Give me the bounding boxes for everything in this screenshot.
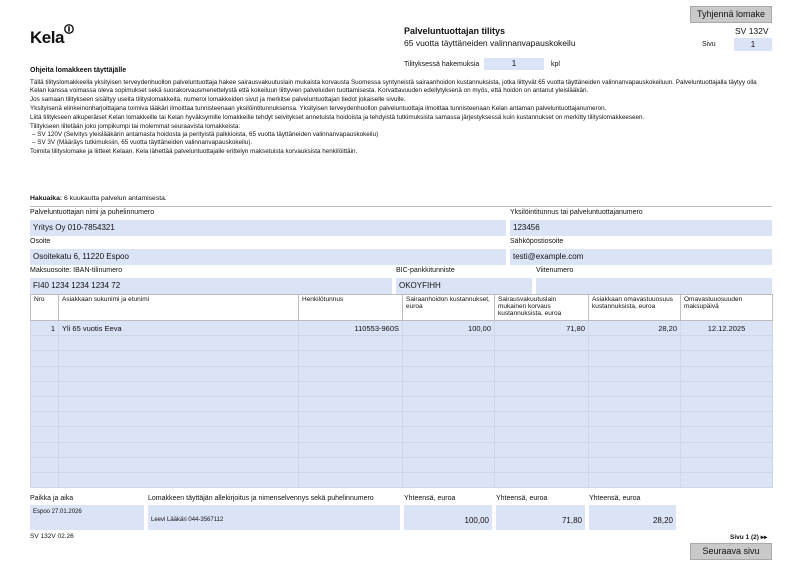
- page-label: Sivu: [702, 41, 716, 48]
- table-cell[interactable]: [495, 412, 589, 427]
- table-row: [31, 366, 773, 381]
- deadline: [30, 195, 167, 202]
- form-subtitle: 65 vuotta täyttäneiden valinnanvapauskokeilu: [404, 38, 576, 48]
- total-costs-label: Yhteensä, euroa: [404, 495, 456, 502]
- table-cell[interactable]: [59, 396, 299, 411]
- header-client-name: Asiakkaan sukunimi ja etunimi: [59, 295, 299, 321]
- table-cell[interactable]: [403, 412, 495, 427]
- total-reimbursement-label: Yhteensä, euroa: [496, 495, 548, 502]
- table-cell[interactable]: [299, 381, 403, 396]
- address-label: Osoite: [30, 238, 51, 245]
- table-cell[interactable]: [59, 442, 299, 457]
- iban-field[interactable]: FI40 1234 1234 1234 72: [30, 278, 392, 294]
- instruction-list-item: – SV 120V (Selvitys yleislääkärin antamasta hoidosta ja perityistä palkkioista, 65 vuotta täyttäneiden valinnanvapauskokeilu): [32, 131, 379, 138]
- cell-client-name[interactable]: Yli 65 vuotis Eeva: [59, 321, 299, 336]
- table-cell[interactable]: [495, 351, 589, 366]
- total-deductible-label: Yhteensä, euroa: [589, 495, 641, 502]
- kela-logo-text: Kela: [30, 28, 64, 47]
- applications-unit: kpl: [551, 61, 560, 68]
- table-cell[interactable]: [31, 442, 59, 457]
- instructions-text: [30, 79, 772, 156]
- page-number-field[interactable]: 1: [734, 38, 772, 51]
- table-cell[interactable]: [495, 381, 589, 396]
- table-row: [31, 381, 773, 396]
- instruction-paragraph: Jos samaan tilitykseen sisältyy useita tilityslomakkeita, numeroi lomakkeiden sivut ja merkitse palveluntuottajan tiedot jokaiselle sivulle.: [30, 96, 406, 103]
- table-cell[interactable]: [681, 351, 773, 366]
- header-costs: Sairaanhoidon kustannukset, euroa: [403, 295, 495, 321]
- table-cell[interactable]: [31, 472, 59, 487]
- table-cell[interactable]: [299, 442, 403, 457]
- instruction-paragraph: Liitä tilitykseen alkuperäiset Kelan lomakkeille tai Kelan hyväksymille lomakkeille tehdyt selvitykset annetuista hoidoista ja tehdyistä tutkimuksista samassa järjestyksessä kuin kustannukset on merkitty tilityslomakkeeseen.: [30, 114, 645, 121]
- table-cell[interactable]: [299, 457, 403, 472]
- footer-form-code: SV 132V 02.26: [30, 533, 74, 540]
- table-row: [31, 396, 773, 411]
- instruction-paragraph: Tilitykseen liitetään joko jompikumpi tai molemmat seuraavista lomakkeista:: [30, 123, 241, 130]
- cell-payment-date[interactable]: 12.12.2025: [681, 321, 773, 336]
- table-cell[interactable]: [589, 366, 681, 381]
- provider-id-label: Yksilöintitunnus tai palveluntuottajanumero: [510, 209, 643, 216]
- cell-reimbursement[interactable]: 71,80: [495, 321, 589, 336]
- table-cell[interactable]: [403, 381, 495, 396]
- table-cell[interactable]: [681, 442, 773, 457]
- total-reimbursement-field[interactable]: 71,80: [496, 505, 585, 530]
- table-cell[interactable]: [59, 427, 299, 442]
- table-cell[interactable]: [403, 336, 495, 351]
- table-cell[interactable]: [681, 381, 773, 396]
- page-of-indicator: Sivu 1 (2) ▸▸: [730, 534, 768, 541]
- table-row: [31, 442, 773, 457]
- signature-field[interactable]: Leevi Lääkäri 044-3567112: [148, 505, 400, 530]
- table-cell[interactable]: [31, 412, 59, 427]
- table-cell[interactable]: [589, 396, 681, 411]
- provider-id-field[interactable]: 123456: [510, 220, 772, 236]
- table-cell[interactable]: [299, 396, 403, 411]
- total-costs-field[interactable]: 100,00: [404, 505, 492, 530]
- table-cell[interactable]: [31, 396, 59, 411]
- instruction-list-item: – SV 3V (Määräys tutkimuksiin, 65 vuotta täyttäneiden valinnanvapauskokeilu).: [32, 139, 253, 146]
- form-title: Palveluntuottajan tilitys: [404, 26, 506, 36]
- email-field[interactable]: testi@example.com: [510, 249, 772, 265]
- table-cell[interactable]: [299, 351, 403, 366]
- instruction-paragraph: Toimita tilityslomake ja liitteet Kelaan. Kela lähettää palveluntuottajalle erittelyn maksetuista korvauksista henkilöittäin.: [30, 148, 358, 155]
- cell-deductible[interactable]: 28,20: [589, 321, 681, 336]
- table-cell[interactable]: [495, 427, 589, 442]
- header-deductible: Asiakkaan omavastuuosuus kustannuksista, euroa: [589, 295, 681, 321]
- table-cell[interactable]: [31, 351, 59, 366]
- table-cell[interactable]: [403, 366, 495, 381]
- table-cell[interactable]: [495, 472, 589, 487]
- header-reimbursement: Sairausvakuutuslain mukainen korvaus kustannuksista, euroa: [495, 295, 589, 321]
- cell-costs[interactable]: 100,00: [403, 321, 495, 336]
- table-cell[interactable]: [299, 427, 403, 442]
- table-cell[interactable]: [495, 457, 589, 472]
- instruction-paragraph: Yksityisenä elinkeinonharjoittajana toimiva lääkäri ilmoittaa tunnisteenaan yksilöintitunnuksensa. Yksityisen terveydenhuollon palveluntuottaja ilmoittaa tunnisteenaan Kelan antaman palveluntuottajanumeron.: [30, 105, 607, 112]
- instructions-heading: Ohjeita lomakkeen täyttäjälle: [30, 67, 127, 74]
- divider: [30, 206, 772, 207]
- table-cell[interactable]: [59, 472, 299, 487]
- table-cell[interactable]: [681, 412, 773, 427]
- table-cell[interactable]: [589, 457, 681, 472]
- table-cell[interactable]: [589, 351, 681, 366]
- table-cell[interactable]: [495, 442, 589, 457]
- email-label: Sähköpostiosoite: [510, 238, 564, 245]
- header-personal-id: Henkilötunnus: [299, 295, 403, 321]
- reference-label: Viitenumero: [536, 267, 574, 274]
- bic-label: BIC-pankkitunniste: [396, 267, 455, 274]
- table-cell[interactable]: [589, 381, 681, 396]
- provider-name-label: Palveluntuottajan nimi ja puhelinnumero: [30, 209, 155, 216]
- table-cell[interactable]: [589, 427, 681, 442]
- instruction-paragraph: Tällä tilityslomakkeella yksityisen terveydenhuollon palveluntuottaja hakee sairausvakuutuslain mukaista korvausta Suomessa syntyneistä sairaanhoidon kustannuksista, jotka liittyvät 65 vuotta täyttäneiden valinnanvapauskokeiluun. Palveluntuottajalla täytyy olla Kelan kanssa voimassa oleva sopimukset sekä suorakorvausmenettelystä että kokeiluun liittyvien palveluiden tuottamisesta. Korvattavuuden edellytyksenä on myös, että hoidon on antanut yleislääkäri.: [30, 79, 757, 94]
- signer-label: Lomakkeen täyttäjän allekirjoitus ja nimenselvennys sekä puhelinnumero: [148, 495, 374, 502]
- kela-logo: [30, 28, 64, 48]
- table-cell[interactable]: [589, 472, 681, 487]
- table-cell[interactable]: [31, 336, 59, 351]
- bic-field[interactable]: OKOYFIHH: [396, 278, 532, 294]
- table-row: [31, 321, 773, 336]
- reference-field[interactable]: [536, 278, 772, 294]
- applications-label: Tilityksessä hakemuksia: [404, 61, 480, 68]
- total-deductible-field[interactable]: 28,20: [589, 505, 676, 530]
- next-page-button[interactable]: Seuraava sivu: [690, 543, 772, 560]
- table-cell[interactable]: [495, 396, 589, 411]
- provider-name-field[interactable]: Yritys Oy 010-7854321: [30, 220, 506, 236]
- table-cell[interactable]: [589, 336, 681, 351]
- table-cell[interactable]: [59, 412, 299, 427]
- cell-nro[interactable]: 1: [31, 321, 59, 336]
- table-cell[interactable]: [403, 427, 495, 442]
- applications-count-field[interactable]: 1: [484, 58, 544, 70]
- table-cell[interactable]: [681, 427, 773, 442]
- cell-personal-id[interactable]: 110553-960S: [299, 321, 403, 336]
- table-row: [31, 351, 773, 366]
- table-cell[interactable]: [403, 442, 495, 457]
- table-cell[interactable]: [59, 366, 299, 381]
- table-row: [31, 457, 773, 472]
- form-code: SV 132V: [735, 26, 769, 36]
- table-cell[interactable]: [31, 366, 59, 381]
- table-cell[interactable]: [299, 412, 403, 427]
- table-cell[interactable]: [403, 472, 495, 487]
- address-field[interactable]: Osoitekatu 6, 11220 Espoo: [30, 249, 506, 265]
- deadline-text: 6 kuukautta palvelun antamisesta.: [64, 195, 167, 202]
- place-date-field[interactable]: Espoo 27.01.2026: [30, 505, 144, 530]
- table-cell[interactable]: [681, 366, 773, 381]
- table-cell[interactable]: [59, 351, 299, 366]
- table-cell[interactable]: [403, 396, 495, 411]
- table-header-row: [31, 295, 773, 321]
- table-cell[interactable]: [299, 472, 403, 487]
- table-cell[interactable]: [589, 442, 681, 457]
- table-cell[interactable]: [403, 457, 495, 472]
- clear-form-button[interactable]: Tyhjennä lomake: [690, 6, 772, 23]
- header-payment-date: Omavastuuosuuden maksupäivä: [681, 295, 773, 321]
- table-cell[interactable]: [681, 396, 773, 411]
- table-row: [31, 412, 773, 427]
- table-cell[interactable]: [31, 381, 59, 396]
- table-cell[interactable]: [495, 366, 589, 381]
- claims-table: [30, 294, 773, 488]
- deadline-label: Hakuaika:: [30, 195, 63, 202]
- table-row: [31, 336, 773, 351]
- table-cell[interactable]: [403, 351, 495, 366]
- table-cell[interactable]: [681, 472, 773, 487]
- place-label: Paikka ja aika: [30, 495, 74, 502]
- table-cell[interactable]: [59, 457, 299, 472]
- table-cell[interactable]: [59, 381, 299, 396]
- table-cell[interactable]: [589, 412, 681, 427]
- table-cell[interactable]: [31, 457, 59, 472]
- table-row: [31, 427, 773, 442]
- iban-label: Maksuosoite: IBAN-tilinumero: [30, 267, 123, 274]
- kela-mark-icon: [64, 24, 74, 34]
- table-cell[interactable]: [299, 336, 403, 351]
- table-cell[interactable]: [495, 336, 589, 351]
- table-cell[interactable]: [299, 366, 403, 381]
- table-row: [31, 472, 773, 487]
- table-cell[interactable]: [681, 336, 773, 351]
- table-cell[interactable]: [681, 457, 773, 472]
- table-cell[interactable]: [59, 336, 299, 351]
- table-cell[interactable]: [31, 427, 59, 442]
- header-nro: Nro: [31, 295, 59, 321]
